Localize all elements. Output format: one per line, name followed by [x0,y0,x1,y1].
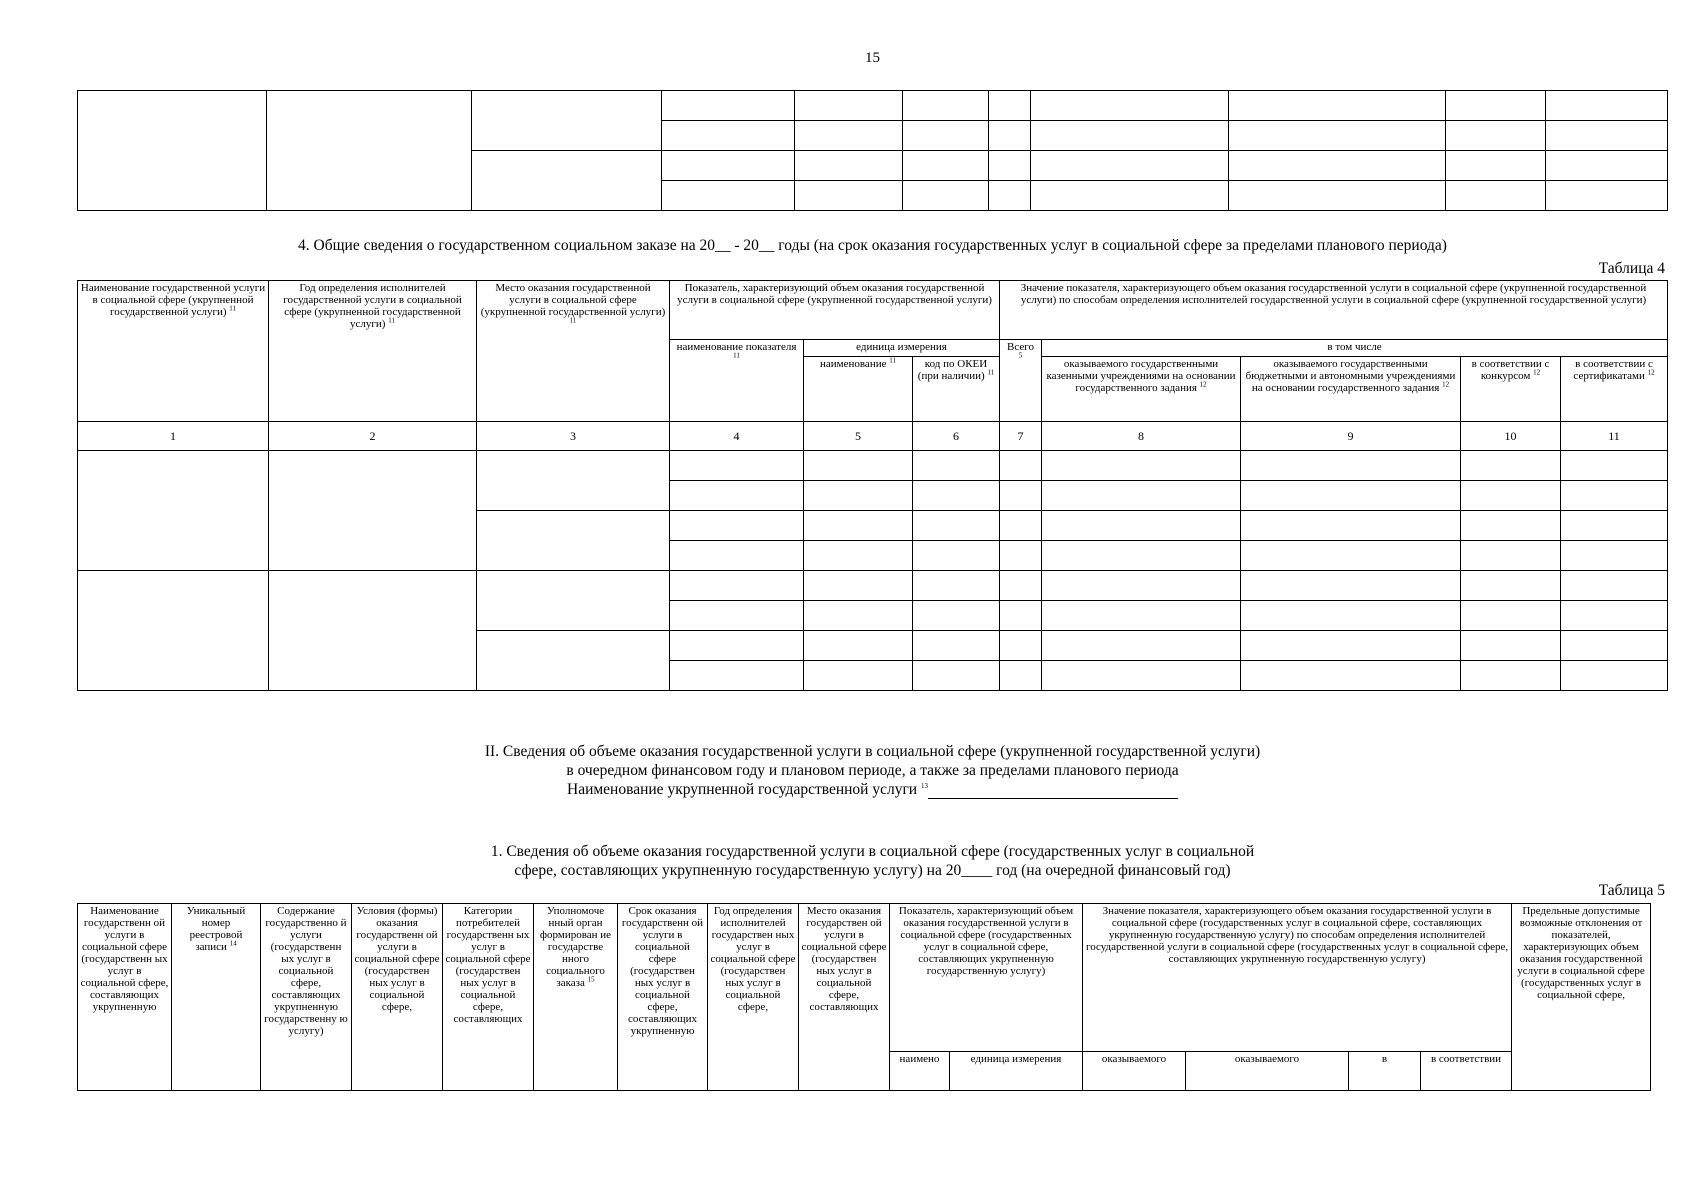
column-number: 3 [477,422,670,451]
t5-header-indicator: Показатель, характеризующий объем оказания государственной услуги в социальной сфере (государственных услуг в социальной сфере, составляющих укрупненную государственную услугу) [890,904,1083,1052]
t5-header-unit: единица измерения [950,1051,1083,1090]
header-service-name: Наименование государственной услуги в социальной сфере (укрупненной государственной услуги) $^{11}$ [78,281,269,422]
t5-header-year: Год определения исполнителей государствен ных услуг в социальной сфере (государствен ных услуг в социальной сфере, [708,904,799,1091]
t5-header-value: Значение показателя, характеризующего объем оказания государственной услуги в социальной сфере (государственных услуг в социальной сфере, составляющих укрупненную государственную услугу) по способам определения исполнителей государственной услуги в социальной сфере (государственных услуг в социальной сфере, составляющих укрупненную государственную услугу) [1083,904,1512,1052]
t5-header-authority: Уполномоче нный орган формирован ие государстве нного социального заказа $^{15}$ [534,904,618,1091]
table-4 [77,280,1668,691]
column-number: 5 [804,422,913,451]
t5-header-indicator-name: наимено [890,1051,950,1090]
header-indicator: Показатель, характеризующий объем оказания государственной услуги в социальной сфере (укрупненной государственной услуги) [670,281,1000,340]
t5-header-certificates: в соответствии [1421,1051,1512,1090]
header-place: Место оказания государственной услуги в социальной сфере (укрупненной государственной услуги) $^{11}$ [477,281,670,422]
column-number: 4 [670,422,804,451]
t5-header-contest: в [1349,1051,1421,1090]
t5-header-deviations: Предельные допустимые возможные отклонения от показателей, характеризующих объем оказания государственной услуги в социальной сфере (государственных услуг в социальной сфере, [1512,904,1651,1091]
t5-header-budget: оказываемого [1186,1051,1349,1090]
column-number: 8 [1042,422,1241,451]
column-number: 2 [269,422,477,451]
t5-header-conditions: Условия (формы) оказания государственн ой услуги в социальной сфере (государствен ных услуг в социальной сфере, [352,904,443,1091]
name-blank-line [928,784,1178,799]
continuation-table [77,90,1668,211]
section-ii-heading [0,742,1697,799]
table-row [78,571,1668,601]
header-indicator-name: наименование показателя $^{11}$ [670,340,804,422]
t5-header-registry-number: Уникальный номер реестровой записи $^{14}$ [172,904,261,1091]
column-number: 1 [78,422,269,451]
section-ii-line-3: Наименование укрупненной государственной услуги $^{13}$ [0,780,1697,799]
header-budget: оказываемого государственными бюджетными и автономными учреждениями на основании государственного задания $^{12}$ [1241,357,1461,422]
t5-header-term: Срок оказания государственн ой услуги в социальной сфере (государствен ных услуг в социальной сфере, составляющих укрупненную [618,904,708,1091]
table-4-label: Таблица 4 [1598,260,1665,277]
section-ii-line-1: II. Сведения об объеме оказания государственной услуги в социальной сфере (укрупненной государственной услуги) [484,743,1261,760]
t5-header-content: Содержание государственно й услуги (государственн ых услуг в социальной сфере, составляющих укрупненную государственну ю услугу) [261,904,352,1091]
column-number: 7 [1000,422,1042,451]
column-number: 11 [1561,422,1668,451]
table-5 [77,903,1651,1091]
t5-header-place: Место оказания государствен ой услуги в социальной сфере (государствен ных услуг в социальной сфере, составляющих [799,904,890,1091]
header-year: Год определения исполнителей государственной услуги в социальной сфере (укрупненной государственной услуги) $^{11}$ [269,281,477,422]
section-1-line-2: сфере, составляющих укрупненную государственную услугу) на 20____ год (на очередной финансовый год) [514,862,1231,879]
section-1-heading [0,842,1697,880]
header-unit-name: наименование $^{11}$ [804,357,913,422]
column-number: 9 [1241,422,1461,451]
header-kazennye: оказываемого государственными казенными учреждениями на основании государственного задания $^{12}$ [1042,357,1241,422]
header-total: Всего $^5$ [1000,340,1042,422]
header-including: в том числе [1042,340,1668,357]
section-ii-line-2: в очередном финансовом году и плановом периоде, а также за пределами планового периода [566,762,1179,779]
column-number: 6 [913,422,1000,451]
section-4-heading: 4. Общие сведения о государственном социальном заказе на 20__ - 20__ годы (на срок оказания государственных услуг в социальной сфере за пределами планового периода) [298,237,1447,254]
header-certificates: в соответствии с сертификатами $^{12}$ [1561,357,1668,422]
table-row [78,91,1668,121]
column-number: 10 [1461,422,1561,451]
header-contest: в соответствии с конкурсом $^{12}$ [1461,357,1561,422]
t5-header-kazennye: оказываемого [1083,1051,1186,1090]
table-5-label: Таблица 5 [1598,882,1665,899]
header-okei: код по ОКЕИ (при наличии) $^{11}$ [913,357,1000,422]
header-unit: единица измерения [804,340,1000,357]
t5-header-categories: Категории потребителей государственн ых услуг в социальной сфере (государствен ных услуг в социальной сфере, составляющих [443,904,534,1091]
t5-header-service-name: Наименование государственн ой услуги в социальной сфере (государственн ых услуг в социальной сфере, составляющих укрупненную [78,904,172,1091]
column-numbers-row [78,422,1668,451]
header-value: Значение показателя, характеризующего объем оказания государственной услуги в социальной сфере (укрупненной государственной услуги) по способам определения исполнителей государственной услуги в социальной сфере (укрупненной государственной услуги) [1000,281,1668,340]
page-number: 15 [865,50,880,66]
table-row [78,451,1668,481]
section-1-line-1: 1. Сведения об объеме оказания государственной услуги в социальной сфере (государственных услуг в социальной [490,843,1255,860]
